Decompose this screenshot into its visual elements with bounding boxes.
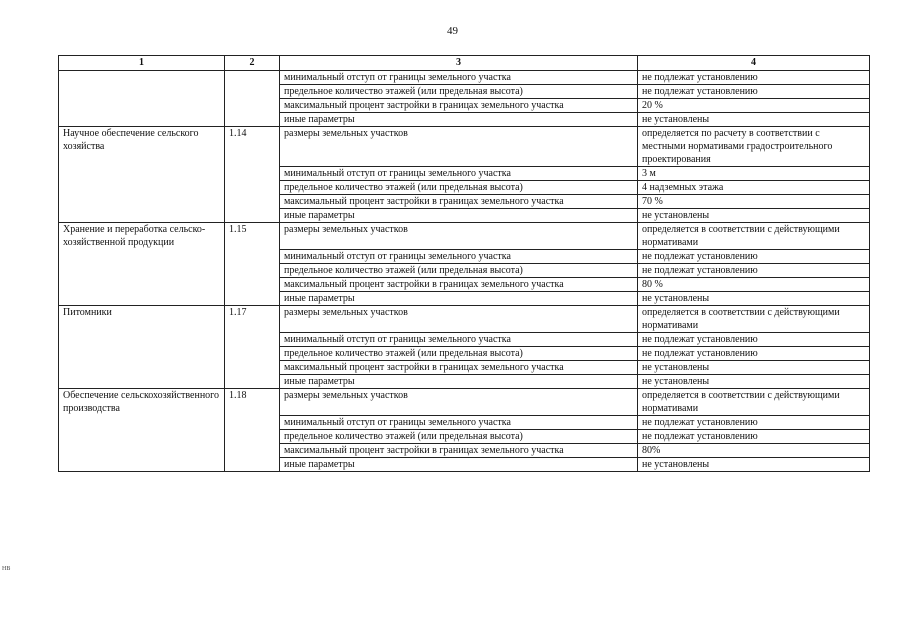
- use-code-cell: 1.18: [225, 389, 280, 472]
- use-name-cell: Питомники: [59, 306, 225, 389]
- param-label: размеры земельных участков: [280, 223, 638, 250]
- table-row: [59, 127, 870, 167]
- param-value: не установлены: [638, 292, 870, 306]
- param-label: минимальный отступ от границы земельного участка: [280, 250, 638, 264]
- use-code-cell: 1.14: [225, 127, 280, 223]
- column-header: 2: [225, 56, 280, 71]
- param-label: предельное количество этажей (или предельная высота): [280, 430, 638, 444]
- param-value: не установлены: [638, 209, 870, 223]
- param-value: 3 м: [638, 167, 870, 181]
- param-label: иные параметры: [280, 375, 638, 389]
- param-value: не подлежат установлению: [638, 416, 870, 430]
- param-value: не подлежат установлению: [638, 85, 870, 99]
- use-name-cell: Научное обеспечение сельского хозяйства: [59, 127, 225, 223]
- param-label: максимальный процент застройки в границах земельного участка: [280, 361, 638, 375]
- param-label: максимальный процент застройки в границах земельного участка: [280, 278, 638, 292]
- param-label: размеры земельных участков: [280, 306, 638, 333]
- param-label: иные параметры: [280, 113, 638, 127]
- param-label: предельное количество этажей (или предельная высота): [280, 85, 638, 99]
- header-row: [59, 56, 870, 71]
- param-label: предельное количество этажей (или предельная высота): [280, 264, 638, 278]
- use-name-cell: [59, 71, 225, 127]
- table-row: [59, 71, 870, 85]
- param-label: иные параметры: [280, 292, 638, 306]
- param-value: не установлены: [638, 361, 870, 375]
- param-value: определяется в соответствии с действующими нормативами: [638, 389, 870, 416]
- table-row: [59, 223, 870, 250]
- param-value: 70 %: [638, 195, 870, 209]
- param-value: не подлежат установлению: [638, 333, 870, 347]
- param-value: определяется по расчету в соответствии с местными нормативами градостроительного проектирования: [638, 127, 870, 167]
- param-value: не установлены: [638, 375, 870, 389]
- param-label: минимальный отступ от границы земельного участка: [280, 71, 638, 85]
- param-value: не подлежат установлению: [638, 430, 870, 444]
- param-label: минимальный отступ от границы земельного участка: [280, 416, 638, 430]
- param-value: не подлежат установлению: [638, 264, 870, 278]
- param-label: размеры земельных участков: [280, 389, 638, 416]
- param-label: минимальный отступ от границы земельного участка: [280, 333, 638, 347]
- param-value: определяется в соответствии с действующими нормативами: [638, 223, 870, 250]
- param-value: 80 %: [638, 278, 870, 292]
- use-name-cell: Хранение и переработка сельско-хозяйственной продукции: [59, 223, 225, 306]
- side-mark: НВ: [2, 566, 11, 572]
- param-label: максимальный процент застройки в границах земельного участка: [280, 195, 638, 209]
- use-code-cell: 1.17: [225, 306, 280, 389]
- param-value: не подлежат установлению: [638, 347, 870, 361]
- param-label: иные параметры: [280, 209, 638, 223]
- column-header: 1: [59, 56, 225, 71]
- use-name-cell: Обеспечение сельскохозяйственного производства: [59, 389, 225, 472]
- param-label: максимальный процент застройки в границах земельного участка: [280, 99, 638, 113]
- regulations-table: [58, 55, 870, 472]
- column-header: 3: [280, 56, 638, 71]
- param-value: не установлены: [638, 458, 870, 472]
- param-label: размеры земельных участков: [280, 127, 638, 167]
- use-code-cell: 1.15: [225, 223, 280, 306]
- param-label: предельное количество этажей (или предельная высота): [280, 181, 638, 195]
- table-row: [59, 306, 870, 333]
- page-number: 49: [447, 25, 458, 37]
- use-code-cell: [225, 71, 280, 127]
- param-value: не установлены: [638, 113, 870, 127]
- param-value: 4 надземных этажа: [638, 181, 870, 195]
- param-label: предельное количество этажей (или предельная высота): [280, 347, 638, 361]
- table-row: [59, 389, 870, 416]
- column-header: 4: [638, 56, 870, 71]
- param-value: определяется в соответствии с действующими нормативами: [638, 306, 870, 333]
- param-label: минимальный отступ от границы земельного участка: [280, 167, 638, 181]
- param-value: 80%: [638, 444, 870, 458]
- param-label: максимальный процент застройки в границах земельного участка: [280, 444, 638, 458]
- param-value: не подлежат установлению: [638, 71, 870, 85]
- param-value: 20 %: [638, 99, 870, 113]
- param-value: не подлежат установлению: [638, 250, 870, 264]
- param-label: иные параметры: [280, 458, 638, 472]
